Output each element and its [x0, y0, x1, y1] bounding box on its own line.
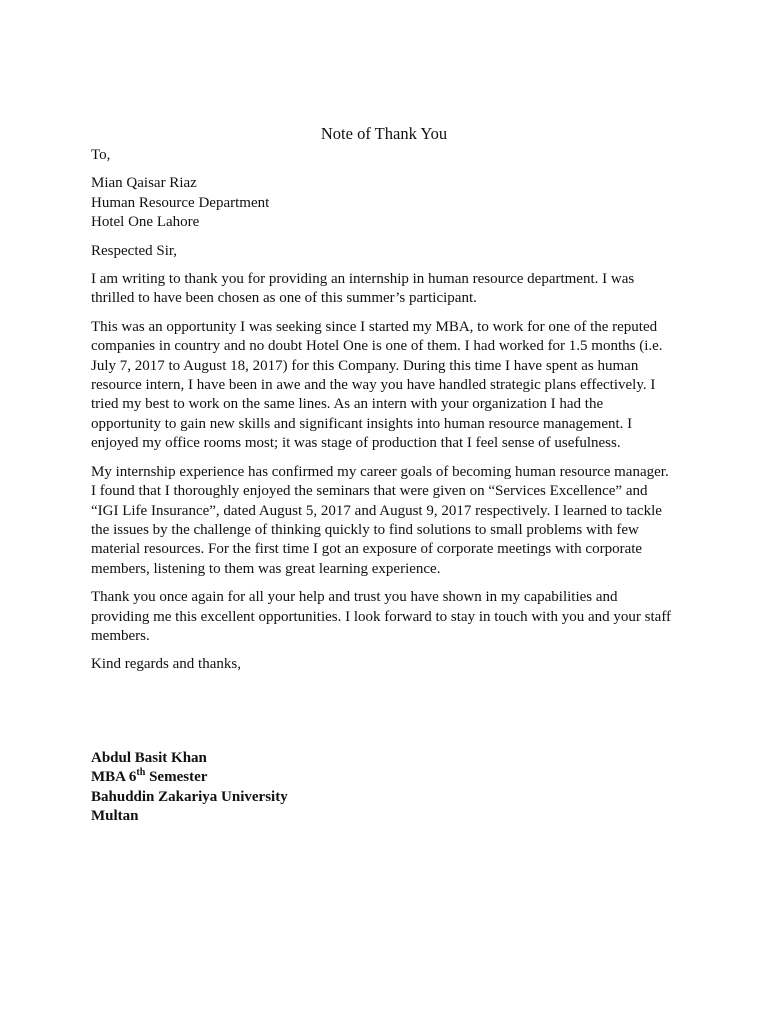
letter-title: Note of Thank You — [320, 124, 448, 143]
paragraph-2-line: July 7, 2017 to August 18, 2017) for this Company. During this time I have spent as human — [91, 357, 639, 374]
signature-city: Multan — [91, 808, 139, 825]
paragraph-1 — [91, 270, 681, 309]
signature-university: Bahuddin Zakariya University — [91, 788, 288, 805]
paragraph-4-line: providing me this excellent opportunities. I look forward to stay in touch with you and your staff — [91, 608, 672, 625]
signature-name: Abdul Basit Khan — [91, 750, 207, 766]
signature-program — [91, 768, 288, 787]
recipient-department: Human Resource Department — [91, 194, 270, 211]
paragraph-2-line: This was an opportunity I was seeking since I started my MBA, to work for one of the reputed — [91, 318, 658, 335]
to-line: To, — [91, 147, 111, 163]
paragraph-4 — [91, 588, 681, 646]
paragraph-3-line: “IGI Life Insurance”, dated August 5, 2017 and August 9, 2017 respectively. I learned to tackle — [91, 502, 662, 519]
paragraph-3-line: members, listening to them was great learning experience. — [91, 560, 441, 577]
recipient-organization: Hotel One Lahore — [91, 214, 200, 231]
letter-body — [91, 146, 681, 684]
paragraph-2 — [91, 318, 681, 454]
paragraph-2-line: companies in country and no doubt Hotel One is one of them. I had worked for 1.5 months (i.e. — [91, 338, 663, 355]
paragraph-4-line: Thank you once again for all your help and trust you have shown in my capabilities and — [91, 589, 618, 606]
paragraph-2-line: enjoyed my office rooms most; it was stage of production that I feel sense of usefulness. — [91, 435, 621, 452]
paragraph-4-line: members. — [91, 627, 150, 644]
signature-program-suffix: Semester — [145, 769, 208, 786]
paragraph-2-line: tried my best to work on the same lines. As an intern with your organization I had the — [91, 396, 604, 413]
closing-line: Kind regards and thanks, — [91, 656, 241, 673]
recipient-address — [91, 174, 681, 232]
paragraph-3-line: the issues by the challenge of thinking quickly to find solutions to small problems with few — [91, 521, 639, 538]
signature-program-prefix: MBA 6 — [91, 769, 137, 786]
signature-block — [91, 749, 288, 827]
paragraph-2-line: opportunity to gain new skills and significant insights into human resource management. I — [91, 415, 633, 432]
paragraph-2-line: resource intern, I have been in awe and the way you have handled strategic plans effectively. I — [91, 377, 656, 394]
paragraph-3-line: I found that I thoroughly enjoyed the seminars that were given on “Services Excellence” and — [91, 483, 648, 500]
paragraph-1-line: I am writing to thank you for providing an internship in human resource department. I was — [91, 271, 635, 288]
greeting: Respected Sir, — [91, 242, 178, 259]
paragraph-3 — [91, 463, 681, 579]
paragraph-3-line: material resources. For the first time I got an exposure of corporate meetings with corporate — [91, 541, 643, 558]
paragraph-1-line: thrilled to have been chosen as one of this summer’s participant. — [91, 290, 477, 307]
paragraph-3-line: My internship experience has confirmed my career goals of becoming human resource manager. — [91, 463, 669, 480]
signature-program-superscript: th — [136, 767, 146, 779]
recipient-name: Mian Qaisar Riaz — [91, 175, 197, 192]
